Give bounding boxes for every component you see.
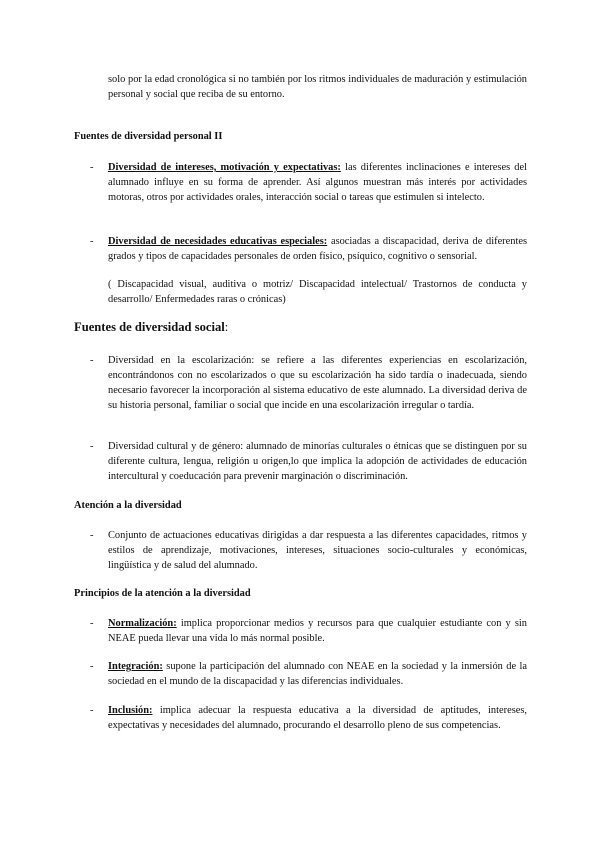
list-item-inclusion	[108, 703, 527, 733]
bullet-dash: -	[90, 661, 94, 672]
bullet-dash: -	[90, 441, 94, 452]
heading-social-colon: :	[224, 320, 229, 334]
item-text: implica proporcionar medios y recursos para que cualquier estudiante con y sin NEAE pueda llevar una vida lo más normal posible.	[108, 618, 527, 644]
bullet-dash: -	[90, 705, 94, 716]
list-item-normalizacion	[108, 616, 527, 646]
list-item-conjunto: Conjunto de actuaciones educativas dirigidas a dar respuesta a las diferentes capacidades, ritmos y estilos de aprendizaje, motivaciones, intereses, situaciones socio-culturales y económicas, lingüística y de salud del alumnado.	[108, 530, 527, 571]
item-text: asociadas a discapacidad, deriva de diferentes grados y tipos de capacidades personales de orden físico, psíquico, cognitivo o sensorial.	[108, 236, 527, 262]
bullet-dash: -	[90, 618, 94, 629]
bullet-dash: -	[90, 530, 94, 541]
item-text: supone la participación del alumnado con NEAE en la sociedad y la inmersión de la sociedad en el mundo de la discapacidad y las diferencias individuales.	[108, 661, 527, 687]
heading-atencion: Atención a la diversidad	[74, 500, 182, 511]
heading-social	[74, 320, 228, 335]
term-nee: Diversidad de necesidades educativas especiales:	[108, 236, 328, 247]
term-integracion: Integración:	[108, 661, 163, 672]
term-intereses: Diversidad de intereses, motivación y expectativas:	[108, 162, 341, 173]
intro-paragraph: solo por la edad cronológica si no también por los ritmos individuales de maduración y estimulación personal y social que reciba de su entorno.	[108, 74, 527, 100]
bullet-dash: -	[90, 162, 94, 173]
term-normalizacion: Normalización:	[108, 618, 177, 629]
item-text: las diferentes inclinaciones e intereses del alumnado influye en su forma de aprender. Así algunos muestran más interés por actividades motoras, otros por actividades orales, interacción social o tareas que estimulen si intelecto.	[108, 162, 527, 203]
heading-social-text: Fuentes de diversidad social	[74, 320, 225, 334]
bullet-dash: -	[90, 355, 94, 366]
list-item-cultural: Diversidad cultural y de género: alumnado de minorías culturales o étnicas que se distinguen por su diferente cultura, lengua, religión u origen,lo que implica la adopción de actividades de educación intercultural y coeducación para prevenir marginación o discriminación.	[108, 441, 527, 482]
list-item-escolarizacion: Diversidad en la escolarización: se refiere a las diferentes experiencias en escolarización, encontrándonos con no escolarizados o que su escolarización ha sido tardía o inadecuada, siendo necesario favorecer la incorporación al sistema educativo de este alumnado. La diversidad deriva de su historia personal, familiar o social que incide en una escolarización irregular o tardía.	[108, 355, 527, 411]
list-item-nee	[108, 234, 527, 264]
list-item-nee-note: ( Discapacidad visual, auditiva o motriz/ Discapacidad intelectual/ Trastornos de conducta y desarrollo/ Enfermedades raras o crónicas)	[108, 279, 527, 305]
bullet-dash: -	[90, 236, 94, 247]
heading-principios: Principios de la atención a la diversidad	[74, 588, 251, 599]
item-text: implica adecuar la respuesta educativa a la diversidad de aptitudes, intereses, expectativas y necesidades del alumnado, procurando el desarrollo pleno de sus competencias.	[108, 705, 527, 731]
list-item-integracion	[108, 659, 527, 689]
term-inclusion: Inclusión:	[108, 705, 153, 716]
heading-personal: Fuentes de diversidad personal II	[74, 131, 223, 142]
list-item-intereses	[108, 160, 527, 205]
